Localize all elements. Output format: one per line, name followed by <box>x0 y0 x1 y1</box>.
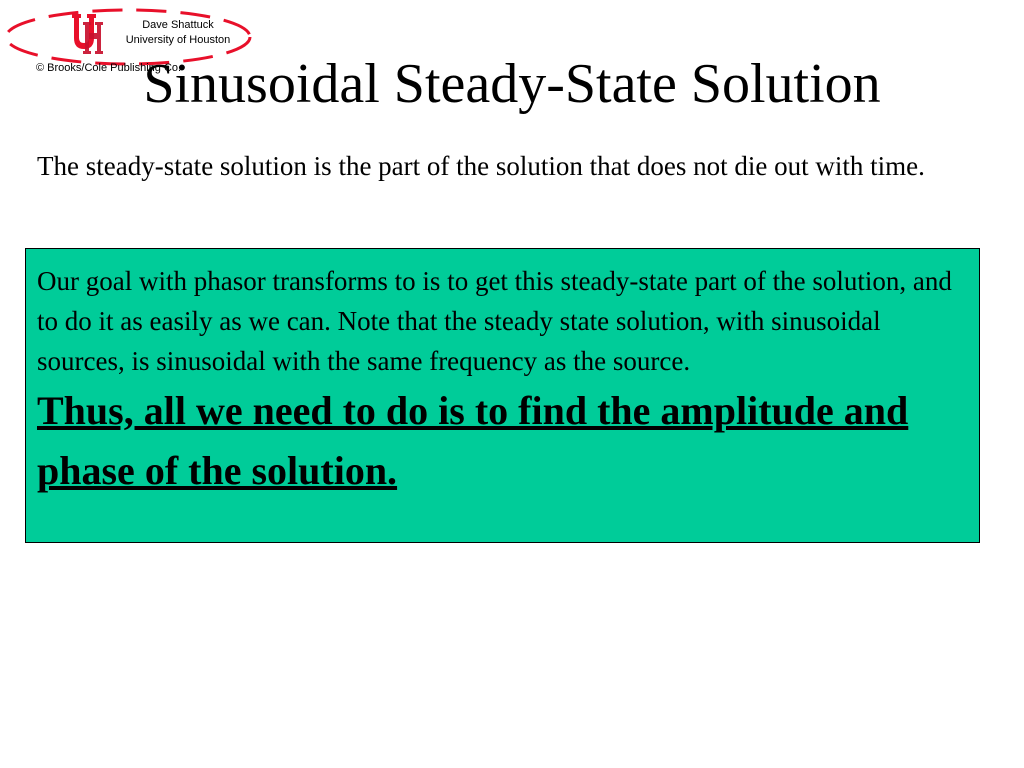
callout-body-text: Our goal with phasor transforms to is to get this steady-state part of the solution, and to do it as easily as we can. Note that the steady state solution, with sinusoidal sources, is sinusoidal with the same frequency as the source. <box>37 266 952 376</box>
institution-name: University of Houston <box>125 34 231 46</box>
callout-box <box>25 248 980 543</box>
intro-paragraph: The steady-state solution is the part of the solution that does not die out with time. <box>37 151 925 181</box>
copyright-notice: © Brooks/Cole Publishing Co. <box>36 62 182 74</box>
author-name: Dave Shattuck <box>142 19 214 31</box>
callout-emphasis-text: Thus, all we need to do is to find the amplitude and phase of the solution. <box>37 388 909 493</box>
slide-title: Sinusoidal Steady-State Solution <box>143 53 881 115</box>
logo-caption <box>108 18 248 48</box>
